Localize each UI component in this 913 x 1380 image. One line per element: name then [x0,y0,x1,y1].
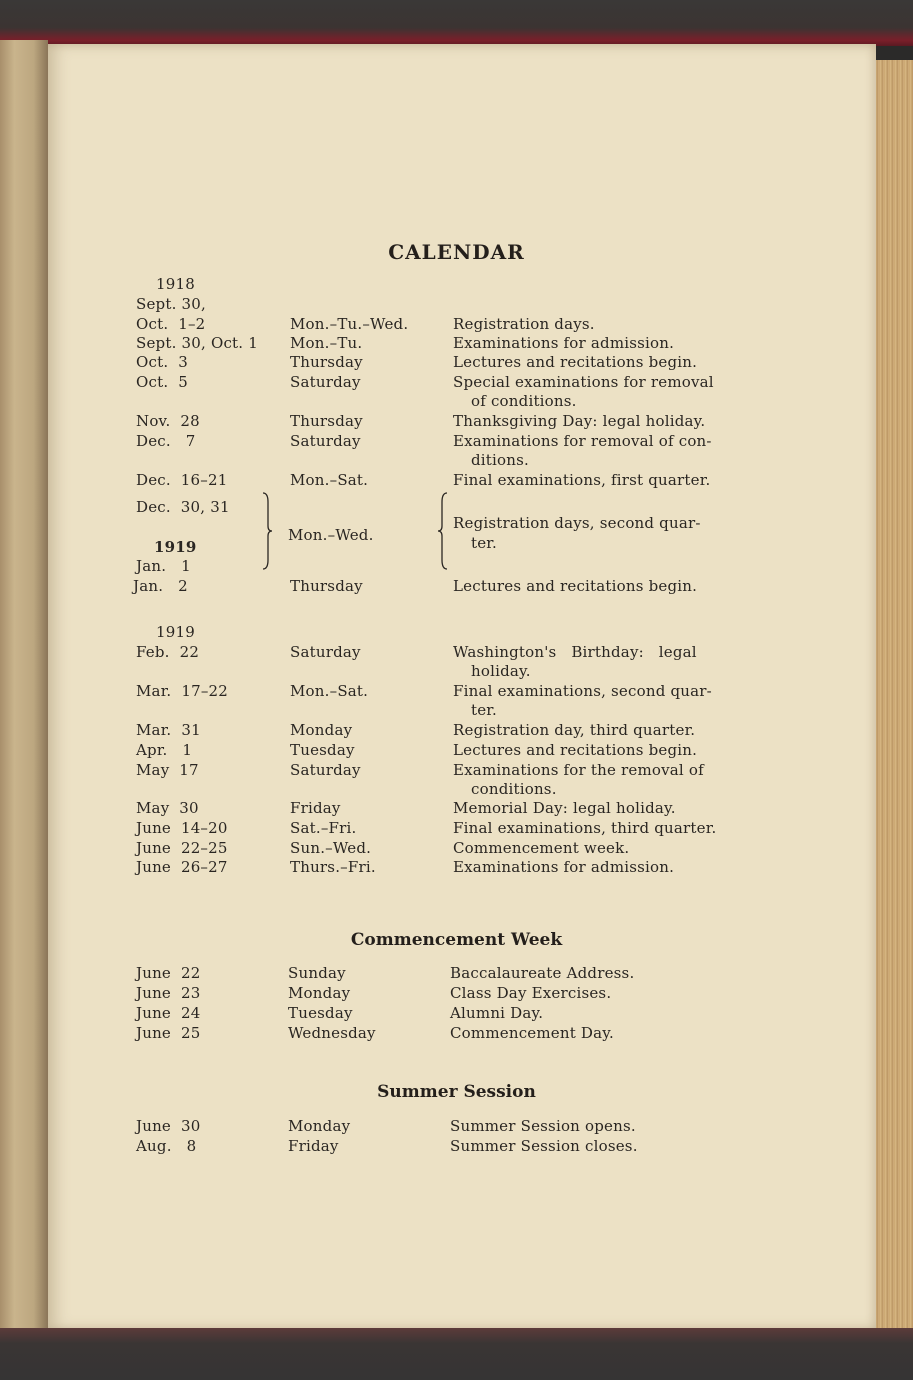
commencement-heading: Commencement Week [350,930,563,950]
weekday-cell: Tuesday [290,741,355,759]
weekday-cell: Mon.–Sat. [290,682,369,700]
year-heading-1918: 1918 [156,275,195,293]
weekday-cell: Thursday [290,353,363,371]
event-cell: Final examinations, third quarter. [453,819,717,837]
date-cell: Feb. 22 [136,643,200,661]
event-cell: Lectures and recitations begin. [453,353,698,371]
date-cell: Mar. 17–22 [136,682,229,700]
date-cell: Jan. 1 [136,557,191,575]
weekday-cell: Wednesday [288,1024,376,1042]
date-cell: Oct. 3 [136,353,188,371]
date-cell: June 22–25 [136,839,228,857]
event-cell: Examinations for admission. [453,858,675,876]
year-heading-1919-inline: 1919 [154,538,197,556]
date-cell: June 24 [136,1004,201,1022]
event-cell: Summer Session closes. [450,1137,638,1155]
year-heading-1919: 1919 [156,623,195,641]
event-cell: Lectures and recitations begin. [453,741,698,759]
event-cell-continued: conditions. [471,780,557,798]
weekday-cell: Sun.–Wed. [290,839,372,857]
date-cell: June 30 [136,1117,201,1135]
event-cell: Examinations for removal of con- [453,432,712,450]
event-cell: Final examinations, second quar- [453,682,712,700]
event-cell: Examinations for admission. [453,334,675,352]
book-binding-bottom [0,1328,913,1380]
date-cell: Aug. 8 [136,1137,197,1155]
event-cell: Summer Session opens. [450,1117,636,1135]
event-cell: Baccalaureate Address. [450,964,635,982]
weekday-cell: Mon.–Wed. [288,526,374,544]
weekday-cell: Mon.–Sat. [290,471,369,489]
event-cell: Registration day, third quarter. [453,721,696,739]
date-cell: June 23 [136,984,201,1002]
event-cell-continued: ter. [471,534,497,552]
weekday-cell: Sunday [288,964,346,982]
right-brace-icon [262,492,272,570]
left-brace-icon [438,492,448,570]
weekday-cell: Sat.–Fri. [290,819,357,837]
weekday-cell: Mon.–Tu. [290,334,363,352]
date-cell: Sept. 30, [136,295,206,313]
weekday-cell: Thurs.–Fri. [290,858,376,876]
event-cell: Thanksgiving Day: legal holiday. [453,412,706,430]
event-cell: Lectures and recitations begin. [453,577,698,595]
weekday-cell: Tuesday [288,1004,353,1022]
date-cell: Mar. 31 [136,721,201,739]
weekday-cell: Mon.–Tu.–Wed. [290,315,409,333]
date-cell: Dec. 30, 31 [136,498,230,516]
date-cell: Jan. 2 [133,577,188,595]
weekday-cell: Monday [290,721,353,739]
event-cell: Commencement Day. [450,1024,614,1042]
event-cell: Class Day Exercises. [450,984,612,1002]
event-cell: Alumni Day. [450,1004,544,1022]
event-cell: Final examinations, first quarter. [453,471,711,489]
weekday-cell: Monday [288,984,351,1002]
date-cell: May 17 [136,761,199,779]
event-cell: Washington's Birthday: legal [453,643,697,661]
date-cell: June 22 [136,964,201,982]
event-cell-continued: of conditions. [471,392,577,410]
event-cell: Special examinations for removal [453,373,714,391]
event-cell-continued: ditions. [471,451,529,469]
weekday-cell: Saturday [290,761,361,779]
summer-session-heading: Summer Session [377,1082,536,1102]
weekday-cell: Saturday [290,432,361,450]
weekday-cell: Thursday [290,412,363,430]
date-cell: May 30 [136,799,199,817]
event-cell: Commencement week. [453,839,630,857]
facing-page-edge [0,40,48,1332]
event-cell: Registration days, second quar- [453,514,701,532]
weekday-cell: Thursday [290,577,363,595]
book-binding-top [0,0,913,46]
date-cell: June 25 [136,1024,201,1042]
weekday-cell: Saturday [290,373,361,391]
weekday-cell: Saturday [290,643,361,661]
event-cell: Memorial Day: legal holiday. [453,799,676,817]
date-cell: Nov. 28 [136,412,200,430]
weekday-cell: Monday [288,1117,351,1135]
event-cell: Examinations for the removal of [453,761,704,779]
event-cell: Registration days. [453,315,595,333]
date-cell: Dec. 16–21 [136,471,228,489]
event-cell-continued: holiday. [471,662,531,680]
date-cell: June 26–27 [136,858,228,876]
date-cell: Dec. 7 [136,432,196,450]
date-cell: Apr. 1 [136,741,193,759]
date-cell: Oct. 1–2 [136,315,206,333]
weekday-cell: Friday [290,799,341,817]
event-cell-continued: ter. [471,701,497,719]
date-cell: June 14–20 [136,819,228,837]
weekday-cell: Friday [288,1137,339,1155]
date-cell: Oct. 5 [136,373,188,391]
page-title: CALENDAR [388,240,525,264]
date-cell: Sept. 30, Oct. 1 [136,334,258,352]
